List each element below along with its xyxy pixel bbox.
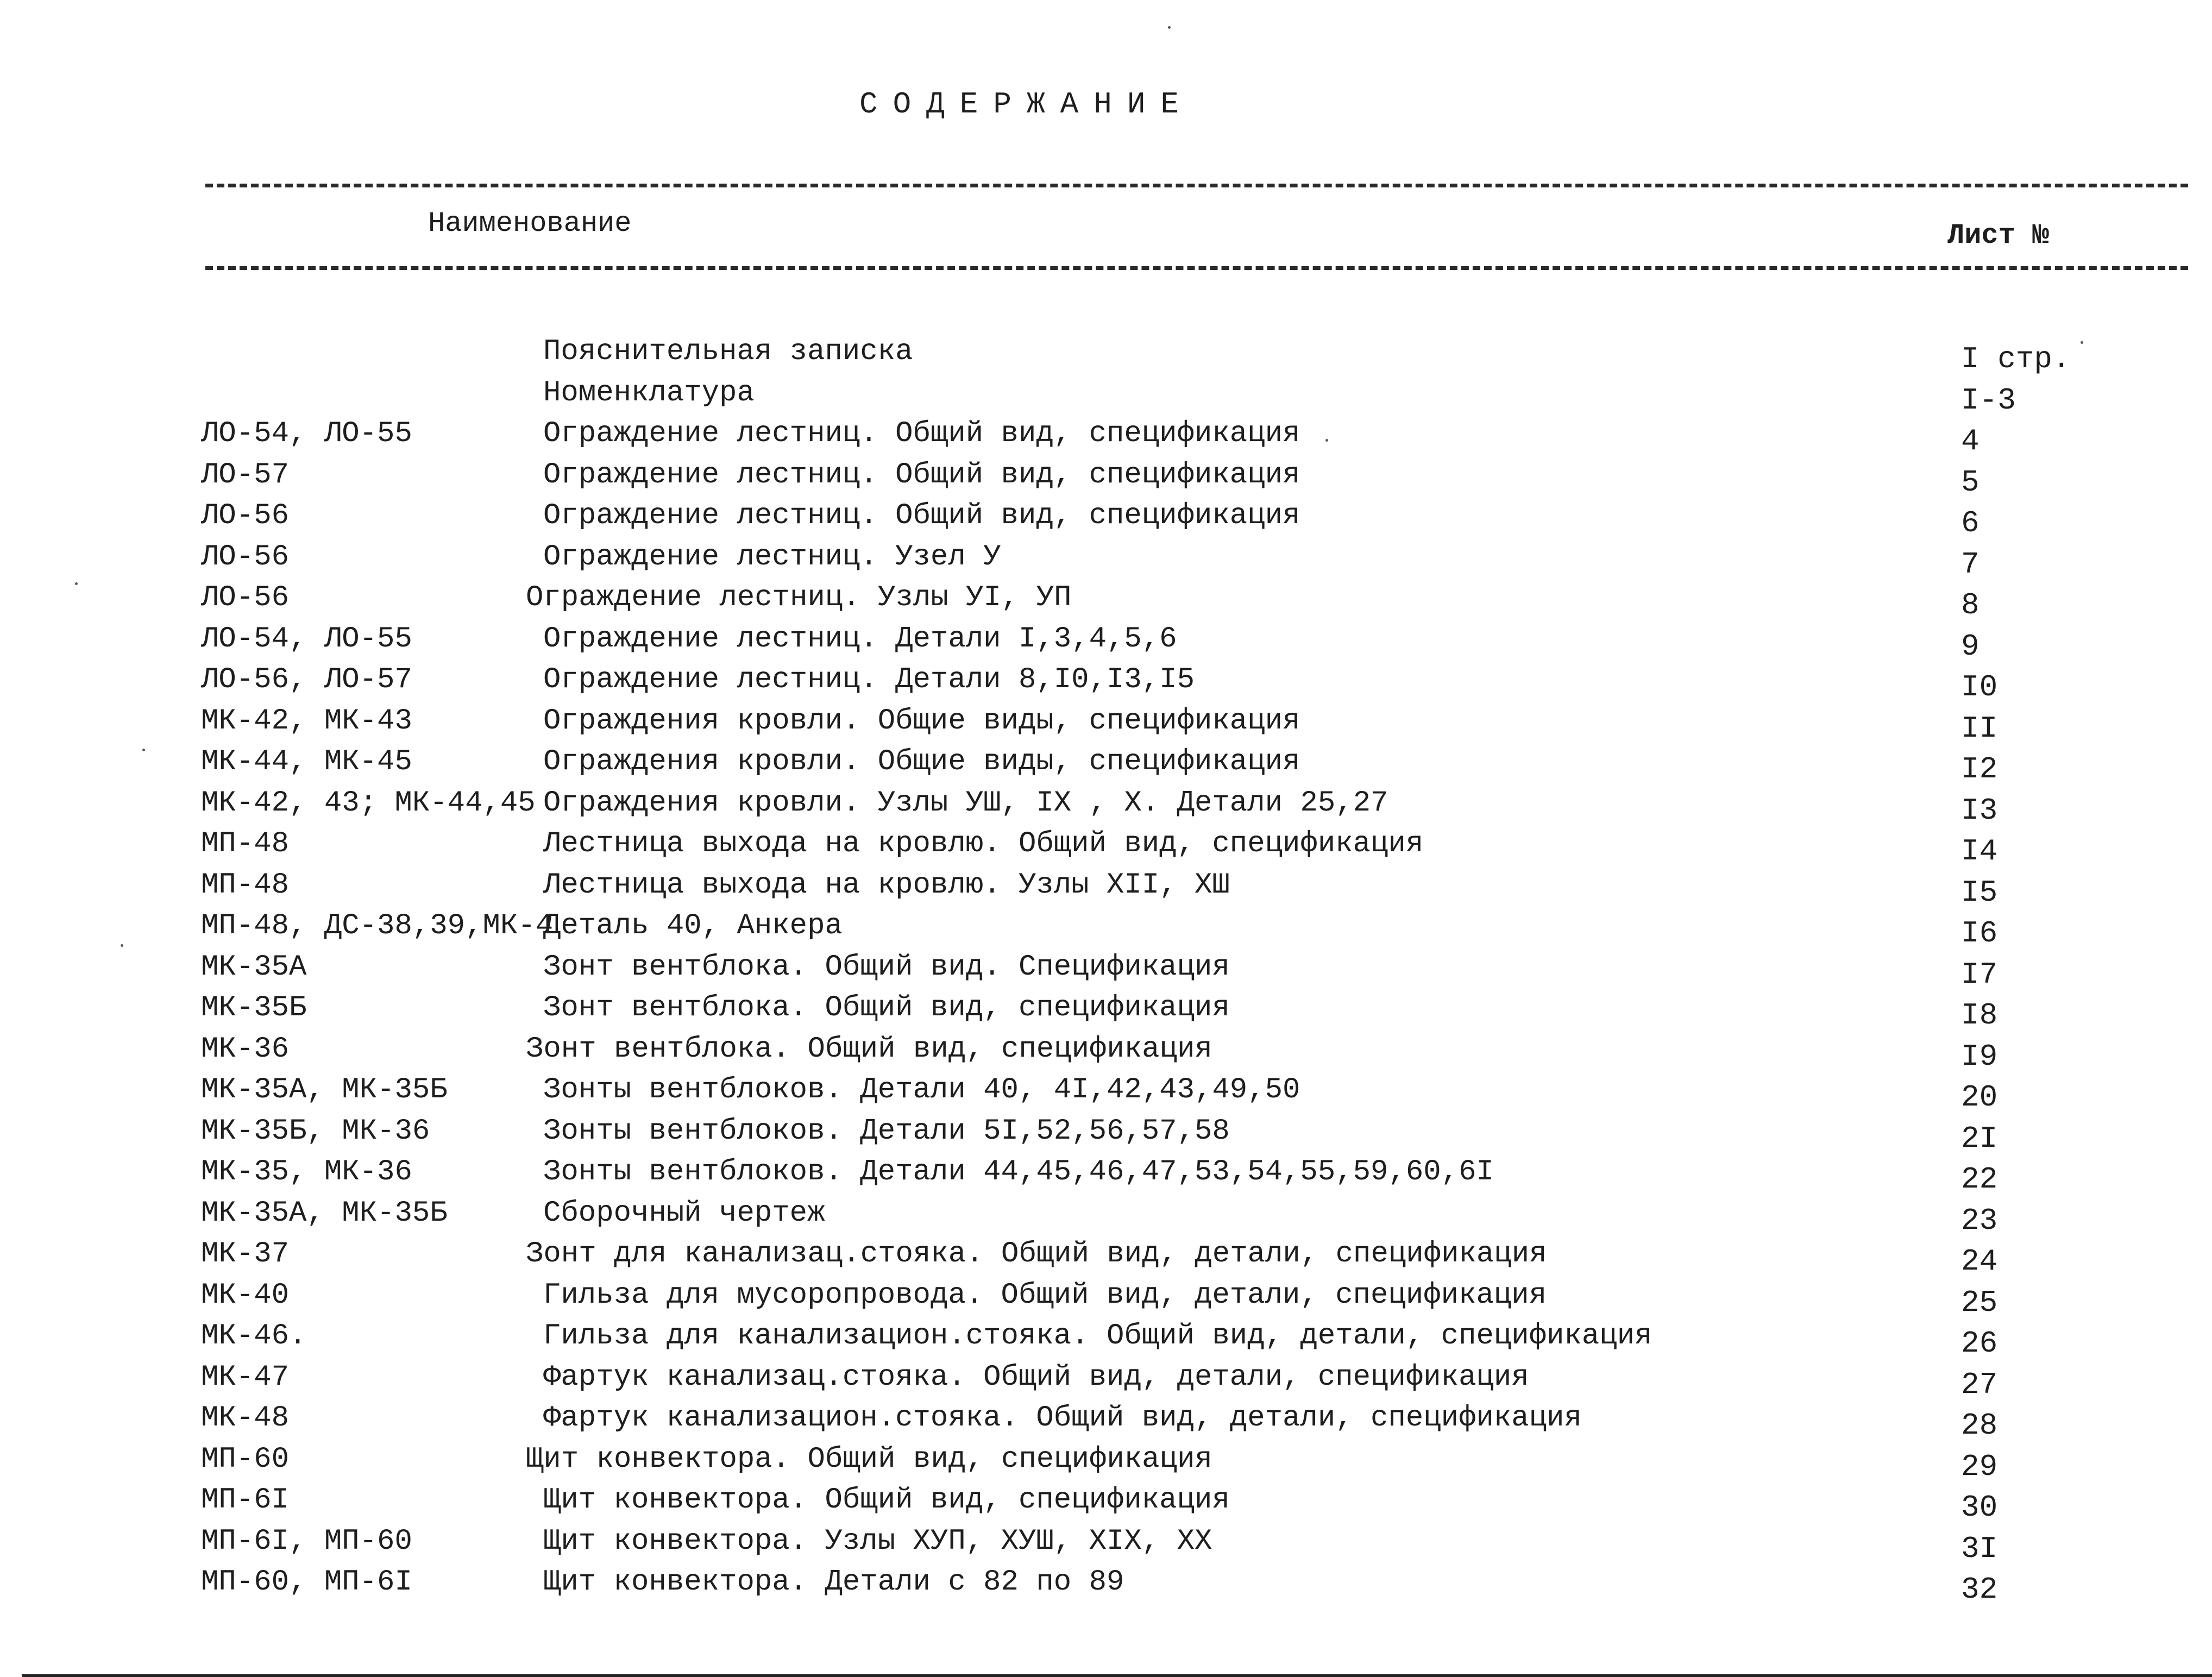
sheet-number: 32 <box>1961 1572 1998 1607</box>
drawing-code: МК-35Б <box>201 991 307 1025</box>
drawing-code: МП-60 <box>201 1442 290 1476</box>
section-title: Лестница выхода на кровлю. Общий вид, спецификация <box>543 827 1424 861</box>
section-title: Гильза для мусоропровода. Общий вид, детали, спецификация <box>543 1278 1547 1312</box>
contents-row <box>0 413 2212 458</box>
section-title: Ограждения кровли. Общие виды, спецификация <box>543 745 1300 778</box>
section-title: Щит конвектора. Общий вид, спецификация <box>543 1484 1230 1517</box>
drawing-code: ЛО-54, ЛО-55 <box>201 417 412 450</box>
section-title: Ограждения кровли. Общие виды, спецификация <box>543 704 1300 738</box>
sheet-number: 4 <box>1961 424 1980 458</box>
sheet-number: 28 <box>1961 1408 1998 1443</box>
section-title: Гильза для канализацион.стояка. Общий вид, детали, спецификация <box>543 1320 1652 1353</box>
drawing-code: ЛО-54, ЛО-55 <box>201 622 412 656</box>
contents-row <box>0 988 2212 1033</box>
section-title: Ограждение лестниц. Детали I,3,4,5,6 <box>543 622 1177 656</box>
drawing-code: МП-6I, МП-60 <box>201 1524 412 1558</box>
contents-row <box>0 1521 2212 1566</box>
sheet-number: 6 <box>1961 506 1980 541</box>
drawing-code: МК-35А, МК-35Б <box>201 1073 448 1107</box>
section-title: Щит конвектора. Детали с 82 по 89 <box>543 1566 1124 1599</box>
sheet-number: 26 <box>1961 1326 1998 1361</box>
contents-row <box>0 1070 2212 1115</box>
section-title: Фартук канализацион.стояка. Общий вид, детали, спецификация <box>543 1402 1582 1435</box>
contents-row <box>0 619 2212 664</box>
bottom-rule <box>22 1674 2212 1677</box>
section-title: Ограждение лестниц. Общий вид, спецификация <box>543 458 1300 492</box>
contents-row <box>0 660 2212 705</box>
sheet-number: I стр. <box>1961 342 2071 376</box>
drawing-code: МК-44, МК-45 <box>201 745 412 778</box>
contents-row <box>0 537 2212 582</box>
column-header-name: Наименование <box>428 208 632 240</box>
drawing-code: МП-48, ДС-38,39,МК-4 <box>201 909 554 943</box>
section-title: Ограждение лестниц. Общий вид, спецификация <box>543 499 1300 532</box>
drawing-code: МК-36 <box>201 1032 290 1066</box>
sheet-number: II <box>1961 711 1998 746</box>
sheet-number: I-3 <box>1961 382 2016 418</box>
contents-row <box>0 1357 2212 1402</box>
sheet-number: I3 <box>1961 793 1998 828</box>
drawing-code: МК-35Б, МК-36 <box>201 1114 430 1148</box>
drawing-code: МК-48 <box>201 1402 290 1435</box>
sheet-number: 9 <box>1961 629 1980 664</box>
section-title: Зонт вентблока. Общий вид, спецификация <box>543 991 1230 1025</box>
contents-row <box>0 495 2212 541</box>
sheet-number: 22 <box>1961 1162 1998 1197</box>
drawing-code: МК-47 <box>201 1360 290 1394</box>
drawing-code: ЛО-56 <box>201 499 290 532</box>
drawing-code: МК-42, 43; МК-44,45 <box>201 786 536 820</box>
drawing-code: ЛО-56 <box>201 581 290 614</box>
section-title: Лестница выхода на кровлю. Узлы XII, XШ <box>543 868 1230 902</box>
drawing-code: МП-48 <box>201 868 290 902</box>
section-title: Пояснительная записка <box>543 335 913 368</box>
scan-speck <box>142 749 145 751</box>
sheet-number: I0 <box>1961 670 1998 705</box>
contents-list <box>0 331 2212 1607</box>
drawing-code: МП-60, МП-6I <box>201 1566 412 1599</box>
drawing-code: ЛО-56, ЛО-57 <box>201 663 412 696</box>
drawing-code: МК-40 <box>201 1278 290 1312</box>
scan-speck <box>1325 439 1328 442</box>
section-title: Зонты вентблоков. Детали 44,45,46,47,53,54,55,59,60,6I <box>543 1155 1494 1189</box>
section-title: Щит конвектора. Узлы ХУП, ХУШ, XIX, XX <box>543 1524 1212 1558</box>
section-title: Зонты вентблоков. Детали 5I,52,56,57,58 <box>543 1114 1230 1148</box>
sheet-number: I6 <box>1961 916 1998 951</box>
sheet-number: I4 <box>1961 834 1998 869</box>
drawing-code: МК-35, МК-36 <box>201 1155 412 1189</box>
sheet-number: I8 <box>1961 998 1998 1033</box>
section-title: Зонт вентблока. Общий вид. Спецификация <box>543 950 1230 984</box>
drawing-code: МК-42, МК-43 <box>201 704 412 738</box>
section-title: Номенклатура <box>543 376 755 410</box>
drawing-code: ЛО-56 <box>201 540 290 574</box>
page-title: СОДЕРЖАНИЕ <box>859 87 1195 122</box>
contents-row <box>0 1111 2212 1156</box>
section-title: Зонт вентблока. Общий вид, спецификация <box>526 1032 1212 1066</box>
sheet-number: 29 <box>1961 1449 1998 1484</box>
sheet-number: I9 <box>1961 1039 1998 1074</box>
contents-row <box>0 865 2212 910</box>
contents-row <box>0 1398 2212 1443</box>
sheet-number: 20 <box>1961 1080 1998 1115</box>
sheet-number: 2I <box>1961 1121 1998 1156</box>
contents-row <box>0 1234 2212 1279</box>
section-title: Зонт для канализац.стояка. Общий вид, детали, спецификация <box>526 1238 1547 1271</box>
drawing-code: МК-46. <box>201 1320 307 1353</box>
section-title: Деталь 40, Анкера <box>543 909 843 943</box>
sheet-number: 23 <box>1961 1203 1998 1238</box>
scan-speck <box>121 944 123 947</box>
contents-row <box>0 1275 2212 1320</box>
scan-speck <box>75 582 78 585</box>
contents-row <box>0 1439 2212 1484</box>
sheet-number: 25 <box>1961 1285 1998 1320</box>
drawing-code: ЛО-57 <box>201 458 290 492</box>
scan-speck <box>1168 26 1171 29</box>
section-title: Щит конвектора. Общий вид, спецификация <box>526 1442 1212 1476</box>
contents-row <box>0 1316 2212 1361</box>
section-title: Фартук канализац.стояка. Общий вид, детали, спецификация <box>543 1360 1529 1394</box>
section-title: Ограждение лестниц. Узел У <box>543 540 1001 574</box>
header-bottom-dashed-rule <box>205 266 2188 270</box>
scan-speck <box>2081 341 2083 344</box>
section-title: Ограждение лестниц. Общий вид, спецификация <box>543 417 1300 450</box>
section-title: Ограждение лестниц. Узлы УI, УП <box>526 581 1072 614</box>
section-title: Сборочный чертеж <box>543 1196 825 1230</box>
header-top-dashed-rule <box>205 184 2188 187</box>
contents-row <box>0 1193 2212 1238</box>
contents-row <box>0 1480 2212 1525</box>
drawing-code: МК-37 <box>201 1238 290 1271</box>
sheet-number: 5 <box>1961 464 1980 500</box>
contents-row <box>0 701 2212 746</box>
contents-row <box>0 783 2212 828</box>
contents-row <box>0 742 2212 787</box>
contents-row <box>0 577 2212 623</box>
contents-row <box>0 373 2212 418</box>
drawing-code: МК-35А, МК-35Б <box>201 1196 448 1230</box>
sheet-number: 27 <box>1961 1367 1998 1402</box>
contents-row <box>0 947 2212 992</box>
section-title: Ограждения кровли. Узлы УШ, IX , Х. Детали 25,27 <box>543 786 1388 820</box>
sheet-number: 8 <box>1961 588 1980 623</box>
section-title: Зонты вентблоков. Детали 40, 4I,42,43,49,50 <box>543 1073 1300 1107</box>
sheet-number: 24 <box>1961 1244 1998 1279</box>
sheet-number: I7 <box>1961 957 1998 992</box>
contents-row <box>0 331 2212 376</box>
sheet-number: I2 <box>1961 752 1998 787</box>
contents-row <box>0 824 2212 869</box>
section-title: Ограждение лестниц. Детали 8,I0,I3,I5 <box>543 663 1195 696</box>
contents-row <box>0 1562 2212 1607</box>
contents-row <box>0 906 2212 951</box>
sheet-number: 30 <box>1961 1490 1998 1525</box>
drawing-code: МК-35А <box>201 950 307 984</box>
contents-row <box>0 1152 2212 1197</box>
drawing-code: МП-48 <box>201 827 290 861</box>
sheet-number: 3I <box>1961 1531 1998 1566</box>
sheet-number: 7 <box>1961 547 1980 582</box>
column-header-sheet: Лист № <box>1947 219 2050 252</box>
contents-row <box>0 1029 2212 1074</box>
sheet-number: I5 <box>1961 875 1998 910</box>
contents-row <box>0 455 2212 500</box>
drawing-code: МП-6I <box>201 1484 290 1517</box>
